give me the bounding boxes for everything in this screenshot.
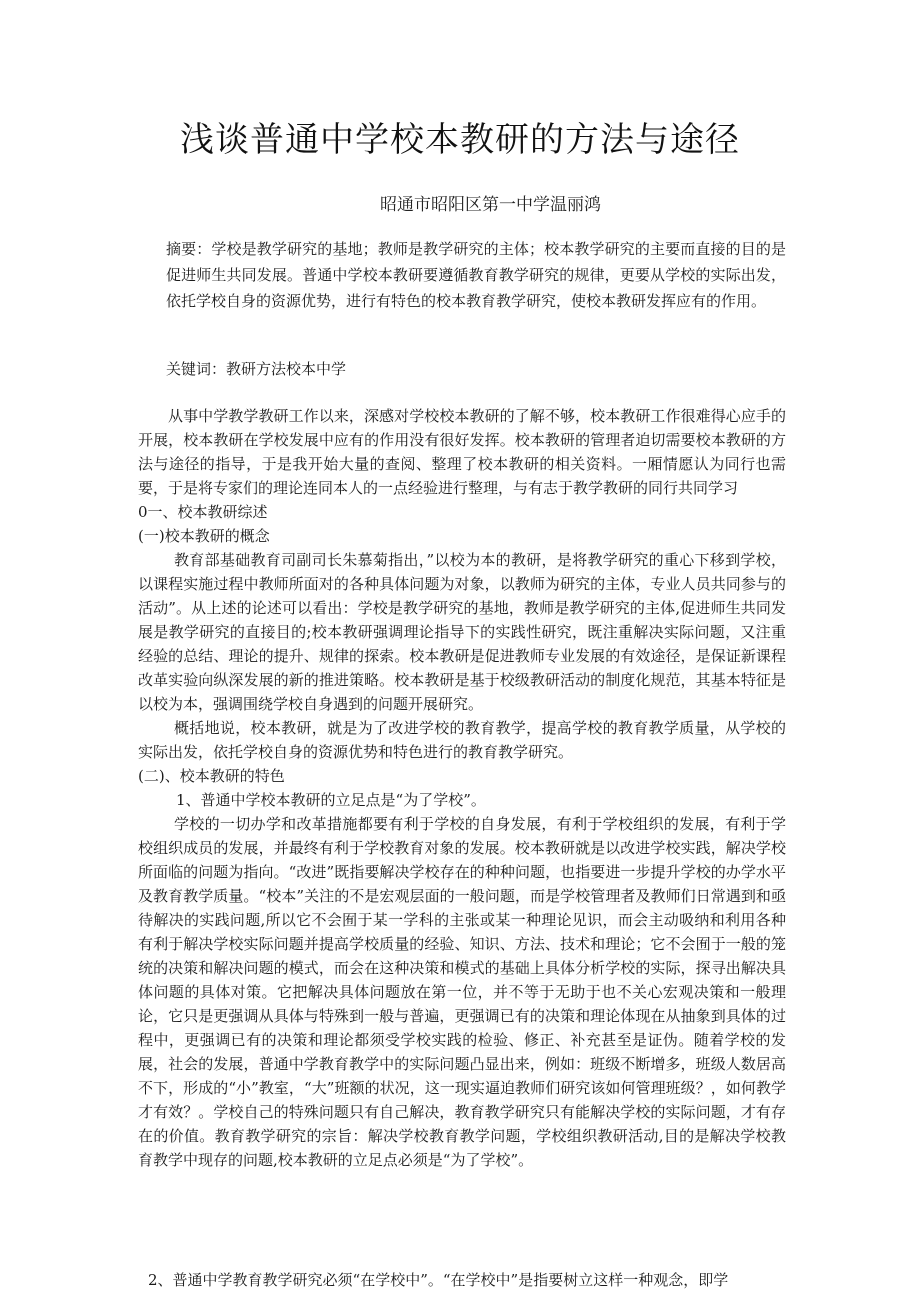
feature-item-2: 2、普通中学教育教学研究必须“在学校中”。“在学校中”是指要树立这样一种观念，即学 — [148, 1271, 729, 1289]
abstract-paragraph: 摘要：学校是教学研究的基地；教师是教学研究的主体；校本教学研究的主要而直接的目的是促进师生共同发展。普通中学校本教研要遵循教育教学研究的规律，更要从学校的实际出发，依托学校自身的资源优势，进行有特色的校本教育教学研究，使校本教研发挥应有的作用。 — [166, 240, 786, 310]
feature-paragraph-1: 学校的一切办学和改革措施都要有利于学校的自身发展，有利于学校组织的发展，有利于学校组织成员的发展，并最终有利于学校教育对象的发展。校本教研就是以改进学校实践，解决学校所面临的问题为指向。“改进”既指要解决学校存在的种种问题，也指要进一步提升学校的办学水平及教育教学质量。“校本”关注的不是宏观层面的一般问题，而是学校管理者及教师们日常遇到和亟待解决的实践问题,所以它不会囿于某一学科的主张或某一种理论见识，而会主动吸纳和利用各种有利于解决学校实际问题并提高学校质量的经验、知识、方法、技术和理论；它不会囿于一般的笼统的决策和解决问题的模式，而会在这种决策和模式的基础上具体分析学校的实际，探寻出解决具体问题的具体对策。它把解决具体问题放在第一位，并不等于无助于也不关心宏观决策和一般理论，它只是更强调从具体与特殊到一般与普遍，更强调已有的决策和理论体现在从抽象到具体的过程中，更强调已有的决策和理论都须受学校实践的检验、修正、补充甚至是证伪。随着学校的发展，社会的发展，普通中学教育教学中的实际问题凸显出来，例如：班级不断增多，班级人数居高不下，形成的“小”教室，“大”班额的状况，这一现实逼迫教师们研究该如何管理班级？，如何教学才有效？。学校自己的特殊问题只有自己解决，教育教学研究只有能解决学校的实际问题，才有存在的价值。教育教学研究的宗旨：解决学校教育教学问题，学校组织教研活动,目的是解决学校教育教学中现存的问题,校本教研的立足点必须是“为了学校”。 — [138, 815, 786, 1169]
feature-item-1: 1、普通中学校本教研的立足点是“为了学校”。 — [176, 791, 486, 809]
keywords-line: 关键词：教研方法校本中学 — [166, 360, 347, 378]
document-title: 浅谈普通中学校本教研的方法与途径 — [180, 120, 740, 160]
concept-paragraph-1: 教育部基础教育司副司长朱慕菊指出，”以校为本的教研，是将教学研究的重心下移到学校，以课程实施过程中教师所面对的各种具体问题为对象，以教师为研究的主体，专业人员共同参与的活动”。从上述的论述可以看出：学校是教学研究的基地，教师是教学研究的主体,促进师生共同发展是教学研究的直接目的;校本教研强调理论指导下的实践性研究，既注重解决实际问题，又注重经验的总结、理论的提升、规律的探索。校本教研是促进教师专业发展的有效途径，是保证新课程改革实验向纵深发展的新的推进策略。校本教研是基于校级教研活动的制度化规范，其基本特征是以校为本，强调围绕学校自身遇到的问题开展研究。 — [138, 551, 786, 713]
subsection-heading-concept: (一)校本教研的概念 — [138, 527, 270, 545]
concept-paragraph-2: 概括地说，校本教研，就是为了改进学校的教育教学，提高学校的教育教学质量，从学校的实际出发，依托学校自身的资源优势和特色进行的教育教学研究。 — [138, 719, 786, 761]
author-line: 昭通市昭阳区第一中学温丽鸿 — [380, 195, 601, 215]
section-heading: 0一、校本教研综述 — [138, 503, 268, 521]
subsection-heading-features: (二)、校本教研的特色 — [138, 767, 285, 785]
intro-paragraph: 从事中学教学教研工作以来，深感对学校校本教研的了解不够，校本教研工作很难得心应手的开展，校本教研在学校发展中应有的作用没有很好发挥。校本教研的管理者迫切需要校本教研的方法与途径的指导，于是我开始大量的查阅、整理了校本教研的相关资料。一厢情愿认为同行也需要，于是将专家们的理论连同本人的一点经验进行整理，与有志于教学教研的同行共同学习 — [138, 407, 786, 497]
